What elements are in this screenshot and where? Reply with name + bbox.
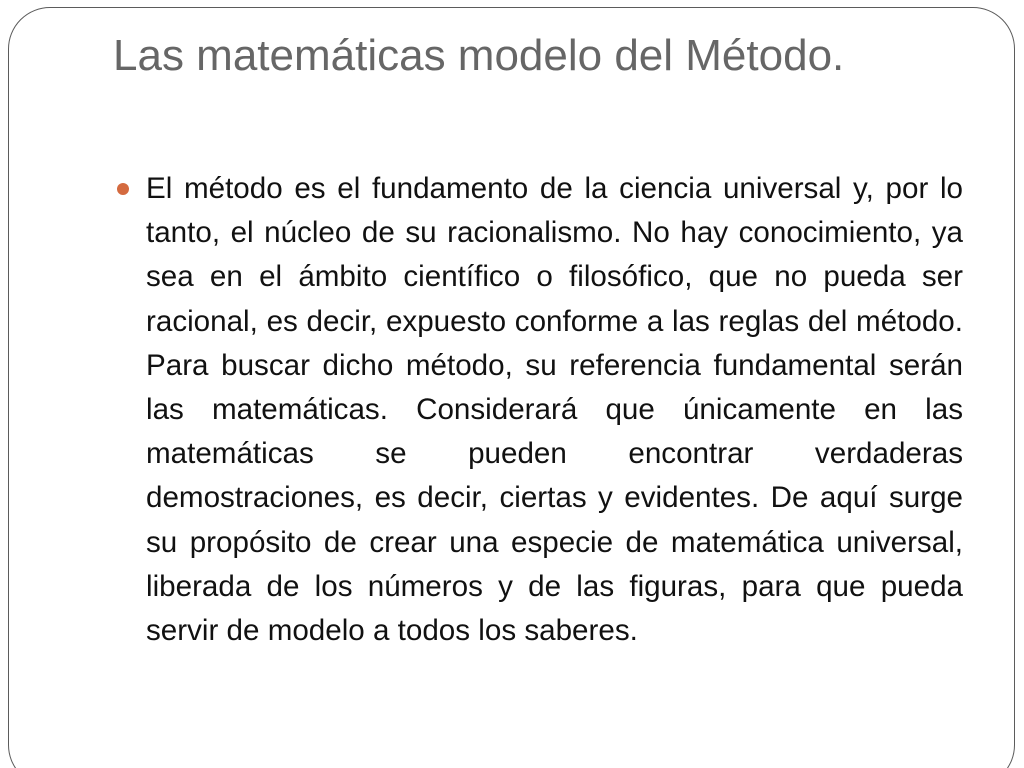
bullet-list	[116, 167, 963, 653]
bullet-item	[116, 167, 963, 653]
slide-title: Las matemáticas modelo del Método.	[113, 31, 845, 80]
bullet-text: El método es el fundamento de la ciencia universal y, por lo tanto, el núcleo de su racionalismo. No hay conocimiento, ya sea en el ámbito científico o filosófico, que no pueda ser racional, es decir, expuesto conforme a las reglas del método. Para buscar dicho método, su referencia fundamental serán las matemáticas. Considerará que únicamente en las matemáticas se pueden encontrar verdaderas demostraciones, es decir, ciertas y evidentes. De aquí surge su propósito de crear una especie de matemática universal, liberada de los números y de las figuras, para que pueda servir de modelo a todos los saberes.	[146, 172, 963, 648]
bullet-dot-icon	[117, 183, 129, 195]
